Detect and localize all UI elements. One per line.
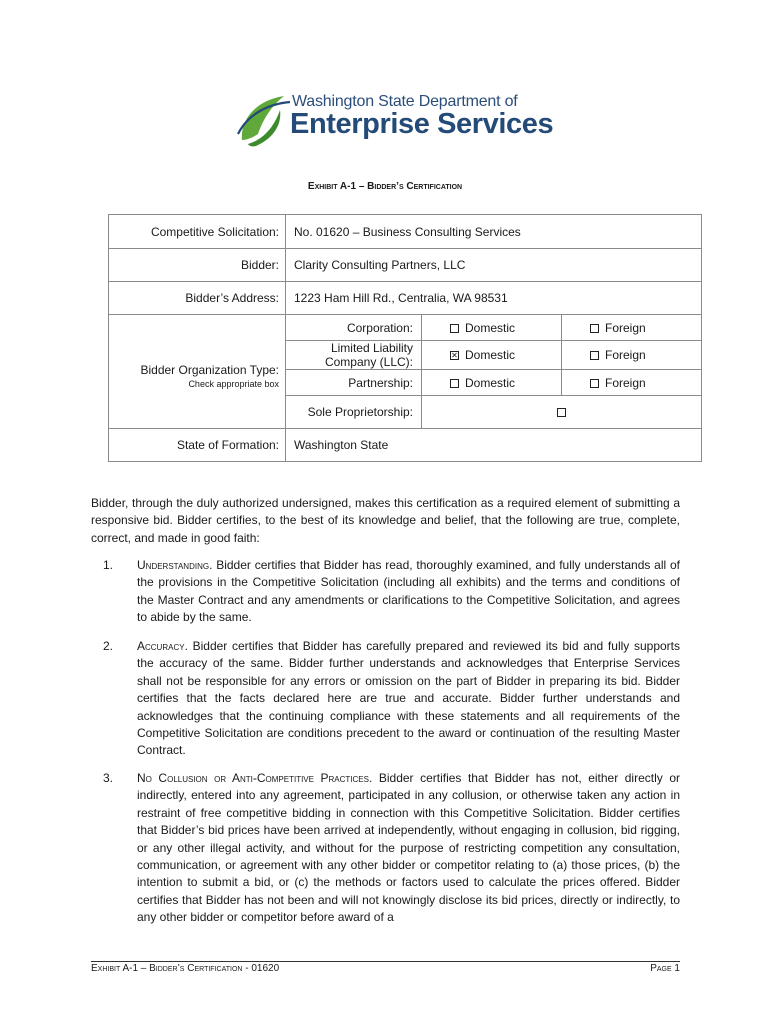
address-label: Bidder’s Address: xyxy=(109,282,286,315)
bidder-value: Clarity Consulting Partners, LLC xyxy=(286,249,702,282)
corporation-foreign-checkbox[interactable] xyxy=(590,324,599,333)
partnership-domestic-option[interactable]: Domestic xyxy=(422,370,562,396)
formation-label: State of Formation: xyxy=(109,429,286,462)
llc-domestic-option[interactable]: ✕ Domestic xyxy=(422,341,562,370)
corporation-foreign-option[interactable]: Foreign xyxy=(562,315,702,341)
partnership-foreign-option[interactable]: Foreign xyxy=(562,370,702,396)
item-text: Bidder certifies that Bidder has not, either directly or indirectly, entered into any agreement, participated in any collusion, or otherwise taken any action in restraint of free competitive bidding in connection with this Competitive Solicitation. Bidder certifies that Bidder’s bid prices have been arrived at independently, without engaging in collusion, bid rigging, or any other illegal activity, and without for the purpose of restricting competition any consultation, communication, or agreement with any other bidder or competitor relating to (a) those prices, (b) the intention to submit a bid, or (c) the methods or factors used to calculate the prices offered. Bidder certifies that Bidder has not been and will not knowingly disclose its bid prices, directly or indirectly, to any other bidder or competitor before award of a xyxy=(137,771,680,925)
org-type-llc-label: Limited Liability Company (LLC): xyxy=(286,341,422,370)
sole-prop-option[interactable] xyxy=(422,396,702,429)
logo-org-line1: Washington State Department of xyxy=(292,93,518,110)
partnership-foreign-checkbox[interactable] xyxy=(590,379,599,388)
org-type-sole-prop-label: Sole Proprietorship: xyxy=(286,396,422,429)
certification-table xyxy=(108,214,702,462)
footer-document-title: Exhibit A-1 – Bidder’s Certification - 01620 xyxy=(91,963,280,974)
formation-value: Washington State xyxy=(286,429,702,462)
item-heading: Accuracy. xyxy=(137,639,188,653)
footer-divider xyxy=(91,961,680,962)
llc-domestic-checkbox[interactable] xyxy=(450,351,459,360)
item-heading: Understanding. xyxy=(137,558,213,572)
footer-page-number: Page 1 xyxy=(650,963,680,974)
sole-prop-checkbox[interactable] xyxy=(557,408,566,417)
leaf-logo-icon xyxy=(234,90,296,150)
intro-paragraph: Bidder, through the duly authorized undersigned, makes this certification as a required element of submitting a responsive bid. Bidder certifies, to the best of its knowledge and belief, that the following are true, complete, correct, and made in good faith: xyxy=(91,496,680,545)
llc-foreign-checkbox[interactable] xyxy=(590,351,599,360)
solicitation-label: Competitive Solicitation: xyxy=(109,215,286,249)
item-heading: No Collusion or Anti-Competitive Practices. xyxy=(137,771,373,785)
corporation-domestic-option[interactable]: Domestic xyxy=(422,315,562,341)
list-item xyxy=(91,638,680,760)
solicitation-value: No. 01620 – Business Consulting Services xyxy=(286,215,702,249)
item-text: Bidder certifies that Bidder has carefully prepared and reviewed its bid and fully supports the accuracy of the same. Bidder further understands and acknowledges that Enterprise Services shall not be responsible for any errors or omission on the part of Bidder in preparing its bid. Bidder certifies that the facts declared here are true and accurate. Bidder further understands and acknowledges that the continuing compliance with these statements and all requirements of the Competitive Solicitation are conditions precedent to the award or continuation of the resulting Master Contract. xyxy=(137,639,680,758)
item-text: Bidder certifies that Bidder has read, thoroughly examined, and fully understands all of the provisions in the Competitive Solicitation (including all exhibits) and the terms and conditions of the Master Contract and any amendments or clarifications to the Competitive Solicitation, and agrees to abide by the same. xyxy=(137,558,680,625)
item-number: 2. xyxy=(103,639,114,653)
bidder-label: Bidder: xyxy=(109,249,286,282)
org-type-label: Bidder Organization Type: Check appropriate box xyxy=(109,315,286,429)
list-item xyxy=(91,557,680,627)
org-type-partnership-label: Partnership: xyxy=(286,370,422,396)
corporation-domestic-checkbox[interactable] xyxy=(450,324,459,333)
item-number: 1. xyxy=(103,558,114,572)
org-type-corporation-label: Corporation: xyxy=(286,315,422,341)
llc-foreign-option[interactable]: Foreign xyxy=(562,341,702,370)
list-item xyxy=(91,770,680,927)
logo-org-line2: Enterprise Services xyxy=(290,108,554,140)
org-type-hint: Check appropriate box xyxy=(188,379,279,389)
address-value: 1223 Ham Hill Rd., Centralia, WA 98531 xyxy=(286,282,702,315)
page-title: Exhibit A-1 – Bidder’s Certification xyxy=(307,181,463,192)
partnership-domestic-checkbox[interactable] xyxy=(450,379,459,388)
des-logo xyxy=(234,90,554,150)
item-number: 3. xyxy=(103,771,114,785)
